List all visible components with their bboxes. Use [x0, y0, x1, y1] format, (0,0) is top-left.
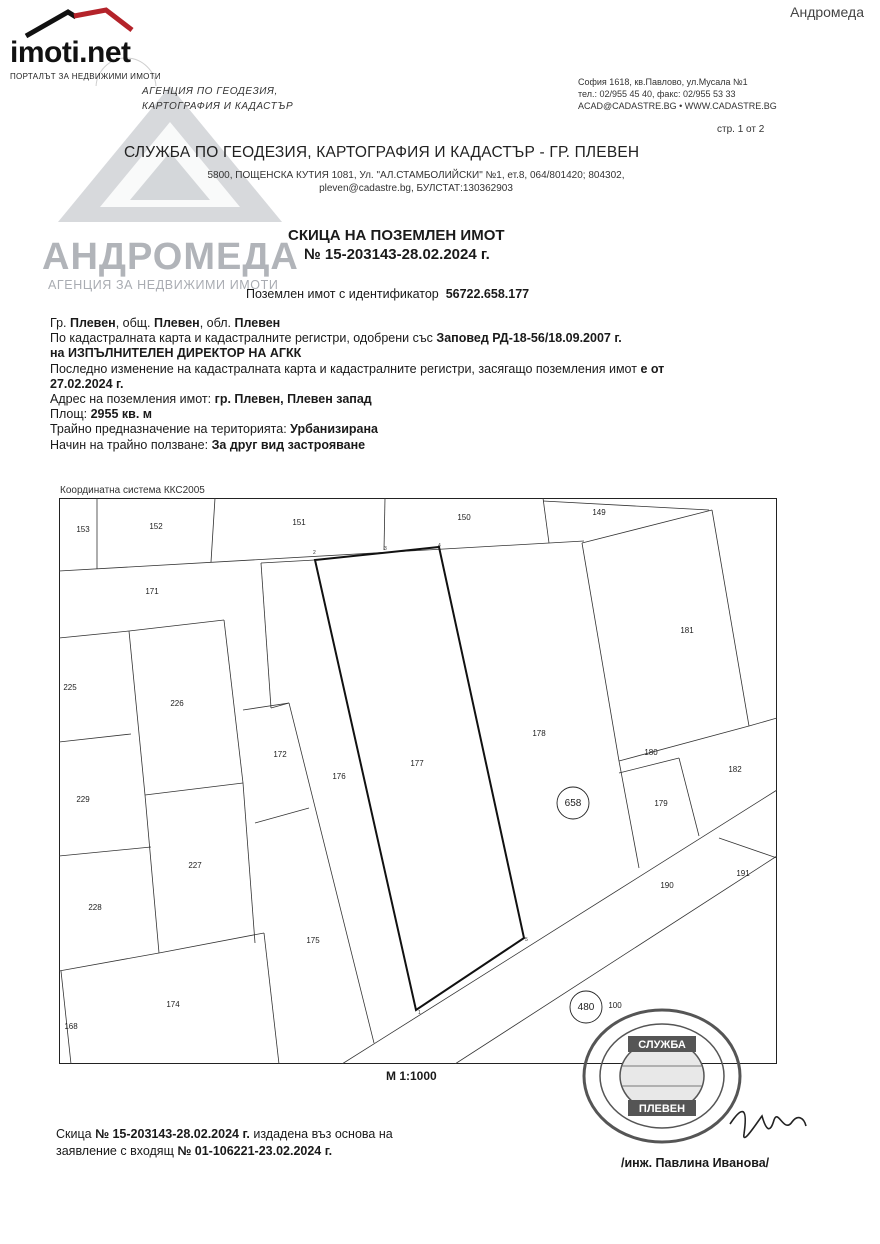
contact-address: София 1618, кв.Павлово, ул.Мусала №1: [578, 77, 748, 87]
sketch-number: № 15-203143-28.02.2024 г.: [304, 246, 490, 263]
office-name: СЛУЖБА ПО ГЕОДЕЗИЯ, КАРТОГРАФИЯ И КАДАСТЪР - ГР. ПЛЕВЕН: [124, 144, 640, 161]
info-address: Адрес на поземления имот: гр. Плевен, Плевен запад: [50, 392, 372, 407]
contact-web: ACAD@CADASTRE.BG • WWW.CADASTRE.BG: [578, 101, 777, 111]
parcel-label: 178: [532, 729, 546, 738]
info-last-change-date: 27.02.2024 г.: [50, 376, 124, 391]
agency-line-1: АГЕНЦИЯ ПО ГЕОДЕЗИЯ,: [142, 86, 278, 97]
andromeda-watermark-name: АНДРОМЕДА: [42, 236, 299, 278]
office-address-line-2: pleven@cadastre.bg, БУЛСТАТ:130362903: [319, 183, 513, 194]
contact-phone: тел.: 02/955 45 40, факс: 02/955 53 33: [578, 89, 736, 99]
engineer-name: /инж. Павлина Иванова/: [621, 1156, 770, 1170]
parcel-label: 171: [145, 587, 159, 596]
parcel-label: 168: [64, 1022, 78, 1031]
info-purpose: Трайно предназначение на територията: Урбанизирана: [50, 422, 379, 437]
parcel-label: 228: [88, 903, 102, 912]
parcel-label: 226: [170, 699, 184, 708]
parcel-label: 152: [149, 522, 163, 531]
agency-contact: [578, 76, 777, 112]
vertex-label: 4: [438, 543, 441, 549]
parcel-label: 190: [660, 881, 674, 890]
vertex-label: 5: [525, 937, 528, 943]
parcel-label: 176: [332, 772, 346, 781]
vertex-label: 1: [418, 1010, 421, 1016]
parcel-label: 150: [457, 513, 471, 522]
info-director: на ИЗПЪЛНИТЕЛЕН ДИРЕКТОР НА АГКК: [50, 346, 302, 361]
coordinate-system: Координатна система ККС2005: [60, 485, 205, 496]
agency-line-2: КАРТОГРАФИЯ И КАДАСТЪР: [142, 101, 294, 112]
vertex-label: 2: [313, 550, 316, 556]
cadastral-map: [59, 498, 777, 1064]
info-location: Гр. Плевен, общ. Плевен, обл. Плевен: [50, 316, 281, 330]
parcel-label: 174: [166, 1000, 180, 1009]
parcel-label: 229: [76, 795, 90, 804]
signature-icon: [722, 1094, 812, 1154]
parcel-label: 149: [592, 508, 606, 517]
parcel-label: 179: [654, 799, 668, 808]
sketch-title: СКИЦА НА ПОЗЕМЛЕН ИМОТ: [288, 227, 505, 244]
parcel-identifier: [246, 287, 529, 301]
office-address: [166, 169, 666, 195]
parcel-label: 227: [188, 861, 202, 870]
map-scale: М 1:1000: [386, 1069, 437, 1083]
footer-line-1: Скица № 15-203143-28.02.2024 г. издадена въз основа на: [56, 1127, 393, 1141]
watermark-andromeda-top: Андромеда: [790, 4, 864, 20]
info-usage: Начин на трайно ползване: За друг вид застрояване: [50, 437, 366, 452]
stamp-bottom-text: ПЛЕВЕН: [638, 1103, 686, 1115]
parcel-label: 182: [728, 765, 742, 774]
block-label: 480: [577, 1002, 595, 1013]
parcel-label: 225: [63, 683, 77, 692]
identifier-label: Поземлен имот с идентификатор: [246, 287, 439, 301]
info-area: Площ: 2955 кв. м: [50, 407, 153, 422]
parcel-label: 151: [292, 518, 306, 527]
office-address-line-1: 5800, ПОЩЕНСКА КУТИЯ 1081, Ул. "АЛ.СТАМБОЛИЙСКИ" №1, ет.8, 064/801420; 804302,: [207, 170, 625, 181]
page-number: стр. 1 от 2: [717, 124, 765, 135]
agency-header: [142, 84, 293, 114]
parcel-label: 172: [273, 750, 287, 759]
stamp-top-text: СЛУЖБА: [638, 1039, 686, 1051]
parcel-label: 175: [306, 936, 320, 945]
footer-line-2: заявление с входящ № 01-106221-23.02.2024 г.: [56, 1144, 333, 1158]
info-last-change: Последно изменение на кадастралната карта и кадастралните регистри, засягащо поземления имот е от: [50, 361, 665, 376]
parcel-label: 153: [76, 525, 90, 534]
parcel-label: 180: [644, 748, 658, 757]
footer-note: [56, 1126, 393, 1160]
andromeda-watermark-sub: АГЕНЦИЯ ЗА НЕДВИЖИМИ ИМОТИ: [48, 278, 279, 292]
parcel-label: 177: [410, 759, 424, 768]
imoti-tagline: ПОРТАЛЪТ ЗА НЕДВИЖИМИ ИМОТИ: [10, 72, 161, 81]
parcel-label: 181: [680, 626, 694, 635]
identifier-value: 56722.658.177: [445, 287, 530, 301]
parcel-info: [50, 316, 664, 453]
parcel-label: 191: [736, 869, 750, 878]
vertex-label: 3: [384, 546, 387, 552]
parcel-label: 100: [608, 1001, 622, 1010]
block-label: 658: [564, 798, 582, 809]
info-order: По кадастралната карта и кадастралните регистри, одобрени със Заповед РД-18-56/18.09.2007 г.: [50, 331, 622, 346]
imoti-logo-text: imoti.net: [10, 36, 131, 69]
